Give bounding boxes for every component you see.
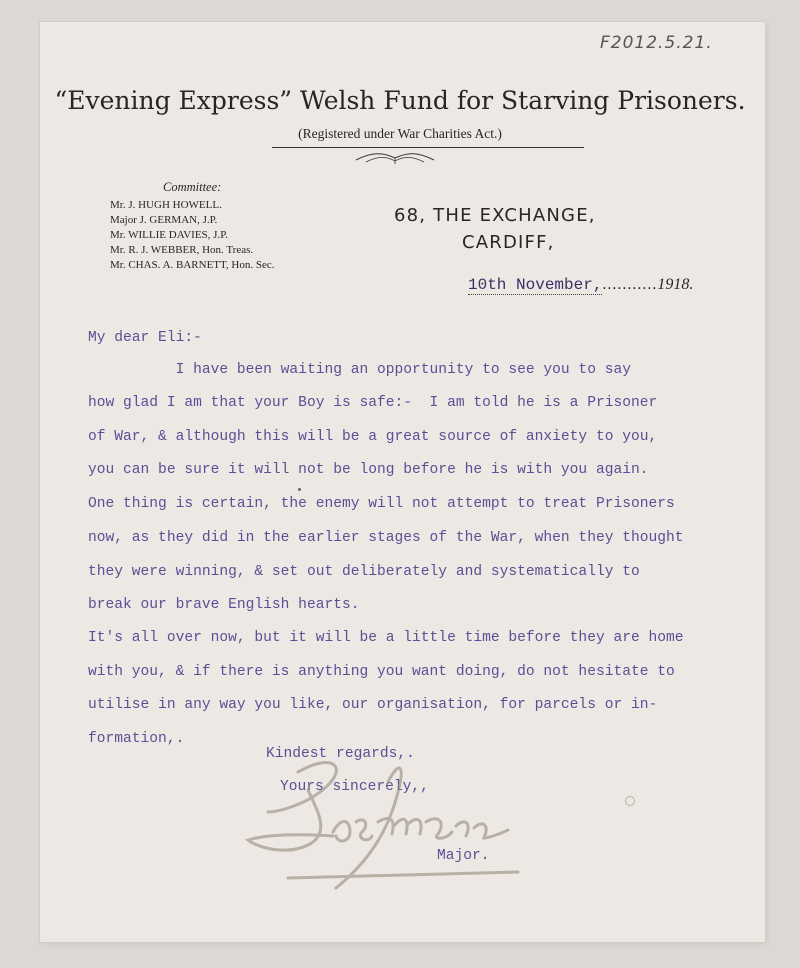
committee-member: Mr. J. HUGH HOWELL. xyxy=(110,199,222,211)
letterhead-subtitle: (Registered under War Charities Act.) xyxy=(298,126,502,141)
committee-member: Mr. WILLIE DAVIES, J.P. xyxy=(110,229,228,241)
signatory-rank: Major. xyxy=(437,848,490,864)
body-line: of War, & although this will be a great source of anxiety to you, xyxy=(88,429,658,445)
body-line: One thing is certain, the enemy will not attempt to treat Prisoners xyxy=(88,496,675,512)
body-line: utilise in any way you like, our organisation, for parcels or in- xyxy=(88,697,658,713)
letterhead-rule xyxy=(272,147,584,148)
salutation: My dear Eli:- xyxy=(88,330,202,346)
committee-list xyxy=(110,198,275,273)
body-line: I have been waiting an opportunity to see you to say xyxy=(88,362,631,378)
letterhead-title: “Evening Express” Welsh Fund for Starving Prisoners. xyxy=(54,86,746,115)
body-line: formation,. xyxy=(88,731,185,747)
date-year: 1918. xyxy=(657,276,694,293)
paper-mark xyxy=(625,796,635,806)
archive-reference-number: F2012.5.21. xyxy=(600,33,713,53)
date-typed: 10th November, xyxy=(468,276,603,294)
address-line: CARDIFF, xyxy=(462,232,555,253)
body-line: break our brave English hearts. xyxy=(88,597,360,613)
body-line: they were winning, & set out deliberately and systematically to xyxy=(88,564,640,580)
paper-mark xyxy=(298,488,301,491)
handwritten-signature xyxy=(238,752,528,902)
committee-member: Major J. GERMAN, J.P. xyxy=(110,214,218,226)
body-line: with you, & if there is anything you want doing, do not hesitate to xyxy=(88,664,675,680)
body-line: It's all over now, but it will be a little time before they are home xyxy=(88,630,684,646)
address-line: 68, THE EXCHANGE, xyxy=(394,205,596,226)
body-line: you can be sure it will not be long before he is with you again. xyxy=(88,462,649,478)
committee-member: Mr. R. J. WEBBER, Hon. Treas. xyxy=(110,244,254,256)
committee-member: Mr. CHAS. A. BARNETT, Hon. Sec. xyxy=(110,259,275,271)
body-line: how glad I am that your Boy is safe:- I am told he is a Prisoner xyxy=(88,395,658,411)
date-dots: ........... xyxy=(602,276,658,293)
sender-address xyxy=(394,202,596,256)
body-line: now, as they did in the earlier stages of the War, when they thought xyxy=(88,530,684,546)
closing-regards: Kindest regards,. xyxy=(266,746,415,762)
closing-yours: Yours sincerely,, xyxy=(280,779,429,795)
ornament-flourish-icon xyxy=(352,150,438,166)
letter-date xyxy=(468,276,693,294)
committee-title: Committee: xyxy=(163,180,222,194)
